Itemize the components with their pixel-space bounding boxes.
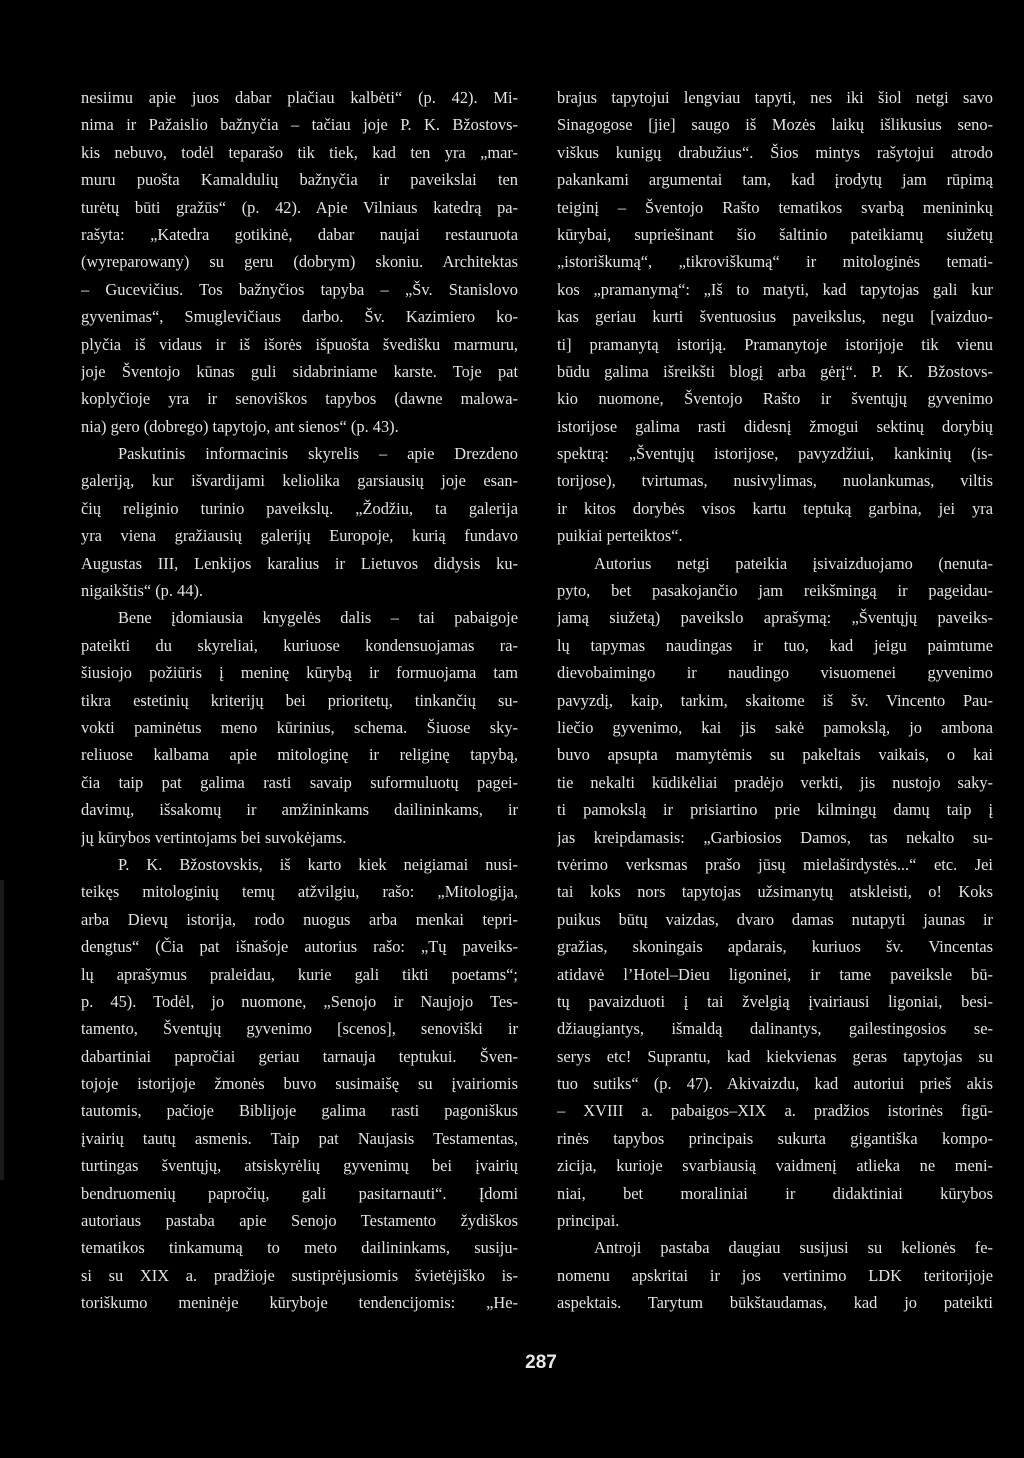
right-text-column (557, 84, 993, 1317)
text-line: tie nekalti kūdikėliai pradėjo verkti, jis nustojo saky- (557, 772, 993, 792)
text-line: yra viena gražiausių galerijų Europoje, kurią fundavo (81, 526, 518, 546)
text-line: Augustas III, Lenkijos karalius ir Lietuvos didysis ku- (81, 553, 518, 573)
text-line: nima ir Pažaislio bažnyčia – tačiau joje P. K. Bžostovs- (81, 115, 518, 135)
text-line: buvo apsupta mamytėmis su pakeltais vaikais, o kai (557, 745, 993, 765)
text-line: – XVIII a. pabaigos–XIX a. pradžios istorinės figū- (557, 1101, 993, 1121)
text-line: pakankami argumentai tam, kad įrodytų jam rūpimą (557, 170, 993, 190)
text-line: kas geriau kurti šventuosius paveikslus, negu [vaizduo- (557, 307, 993, 327)
text-line: tojoje istorijoje žmonės buvo susimaišę su įvairiomis (81, 1074, 518, 1094)
text-line: tų pavaizduoti į tai žvelgią įvairiausi ligoniai, besi- (557, 991, 993, 1011)
text-line: nia) gero (dobrego) tapytojo, ant sienos“ (p. 43). (81, 416, 399, 436)
text-line: torijose), tvirtumas, nusivylimas, nuolankumas, viltis (557, 471, 993, 491)
text-line: P. K. Bžostovskis, iš karto kiek neigiamai nusi- (118, 854, 518, 874)
text-line: lų aprašymus praleidau, kurie gali tikti poetams“; (81, 964, 518, 984)
text-line: ti pamokslą ir prisiartino prie kilmingų damų taip į (557, 800, 993, 820)
text-line: gyvenimas“, Smuglevičiaus darbo. Šv. Kazimiero ko- (81, 307, 518, 327)
text-line: aspektais. Tarytum būkštaudamas, kad jo pateikti (557, 1293, 993, 1313)
text-line: turėtų būti gražūs“ (p. 42). Apie Vilniaus katedrą pa- (81, 197, 518, 217)
text-line: puikiai perteiktos“. (557, 526, 683, 546)
text-line: davimų, išsakomų ir amžininkams dailininkams, ir (81, 800, 518, 820)
text-line: principai. (557, 1211, 620, 1231)
text-line: „istoriškumą“, „tikroviškumą“ ir mitologinės temati- (557, 252, 993, 272)
text-line: Antroji pastaba daugiau susijusi su kelionės fe- (594, 1238, 993, 1258)
text-line: joje Šventojo kūnas guli sidabriniame karste. Toje pat (81, 361, 518, 381)
text-line: teiginį – Šventojo Rašto tematikos svarbą menininkų (557, 197, 993, 217)
text-line: nigaikštis“ (p. 44). (81, 581, 204, 601)
text-line: tautomis, pačioje Biblijoje galima rasti pagoniškus (81, 1101, 518, 1121)
text-line: ti] pramanytą istoriją. Pramanytoje istorijoje tik vienu (557, 334, 993, 354)
text-line: nesiimu apie juos dabar plačiau kalbėti“ (p. 42). Mi- (81, 88, 518, 107)
text-line: niai, bet moraliniai ir didaktiniai kūrybos (557, 1183, 993, 1203)
text-line: čių religinio turinio paveikslų. „Žodžiu, ta galerija (81, 498, 518, 518)
text-line: plyčia iš vidaus ir iš išorės išpuošta švedišku marmuru, (81, 334, 518, 354)
text-line: puikus būtų vaizdas, dvaro damas nutapyti jaunas ir (557, 909, 993, 929)
text-line: atidavė l’Hotel–Dieu ligoninei, ir tame paveiksle bū- (557, 964, 993, 984)
text-line: jamą siužetą) paveikslo aprašymą: „Šventųjų paveiks- (557, 608, 993, 628)
text-line: kos „pramanymą“: „Iš to matyti, kad tapytojas gali kur (557, 279, 993, 299)
text-line: zicija, kurioje svarbiausią vaidmenį atlieka ne meni- (557, 1156, 993, 1176)
text-line: serys etc! Suprantu, kad kiekvienas geras tapytojas su (557, 1046, 993, 1066)
text-line: tuo sutiks“ (p. 47). Akivaizdu, kad autoriui prieš akis (557, 1074, 993, 1094)
text-line: viškus kunigų drabužius“. Šios mintys rašytojui atrodo (557, 142, 993, 162)
text-line: dabartiniai papročiai geriau tarnauja teptukui. Šven- (81, 1046, 518, 1066)
text-line: pyto, bet pasakojančio jam reikšmingą ir pageidau- (557, 581, 993, 601)
text-line: tai koks nors tapytojas užsimanytų atskleisti, o! Koks (557, 882, 993, 902)
text-line: muru puošta Kamaldulių bažnyčia ir paveikslai ten (81, 170, 518, 190)
text-line: jas kreipdamasis: „Garbiosios Damos, tas nekalto su- (557, 827, 993, 847)
text-line: lų tapymas naudingas ir tuo, kad jeigu paimtume (557, 635, 993, 655)
text-line: pavyzdį, kaip, tarkim, skaitome iš šv. Vincento Pau- (557, 690, 993, 710)
text-line: liečio gyvenimo, kai jis sakė pamokslą, jo ambona (557, 717, 993, 737)
text-line: galeriją, kur išvardijami keliolika garsiausių joje esan- (81, 471, 518, 491)
text-line: toriškumo meninėje kūryboje tendencijomis: „He- (81, 1293, 518, 1313)
text-line: bendruomenių papročių, gali pasitarnauti“. Įdomi (81, 1183, 518, 1203)
text-line: Paskutinis informacinis skyrelis – apie Drezdeno (118, 444, 518, 464)
text-line: istorijose galima rasti didesnį žmogui sektinų dorybių (557, 416, 993, 436)
text-line: įvairių tautų asmenis. Taip pat Naujasis Testamentas, (81, 1128, 518, 1148)
text-line: Autorius netgi pateikia įsivaizduojamo (nenuta- (594, 553, 993, 573)
text-line: teikęs mitologinių temų atžvilgiu, rašo: „Mitologija, (81, 882, 518, 902)
text-line: jų kūrybos vertintojams bei suvokėjams. (81, 827, 347, 847)
text-line: autoriaus pastaba apie Senojo Testamento žydiškos (81, 1211, 518, 1231)
text-line: (wyreparowany) su geru (dobrym) skoniu. Architektas (81, 252, 518, 272)
text-line: tematikos tinkamumą to meto dailininkams, susiju- (81, 1238, 518, 1258)
text-line: džiaugiantys, išmaldą dalinantys, gailestingosios se- (557, 1019, 993, 1039)
text-line: nomenu apskritai ir jos vertinimo LDK teritorijoje (557, 1265, 993, 1285)
text-line: būdu galima išreikšti blogį arba gėrį“. P. K. Bžostovs- (557, 361, 993, 381)
text-line: čia taip pat galima rasti savaip suformuluotų pagei- (81, 772, 518, 792)
text-line: Bene įdomiausia knygelės dalis – tai pabaigoje (118, 608, 518, 628)
text-line: dievobaimingo ir naudingo visuomenei gyvenimo (557, 663, 993, 683)
left-text-column (81, 84, 518, 1317)
text-line: rašyta: „Katedra gotikinė, dabar naujai restauruota (81, 224, 518, 244)
text-line: spektrą: „Šventųjų istorijose, pavyzdžiui, kankinių (is- (557, 444, 993, 464)
text-line: kis nebuvo, todėl teparašo tik tiek, kad ten yra „mar- (81, 142, 518, 162)
text-line: tikra estetinių kriterijų bei prioritetų, tinkančių su- (81, 690, 518, 710)
text-line: šiusiojo požiūris į meninę kūrybą ir formuojama tam (81, 663, 518, 683)
text-line: dengtus“ (Čia pat išnašoje autorius rašo: „Tų paveiks- (81, 937, 518, 957)
text-line: – Gucevičius. Tos bažnyčios tapyba – „Šv. Stanislovo (81, 279, 518, 299)
text-line: kio nuomone, Šventojo Rašto ir šventųjų gyvenimo (557, 389, 993, 409)
text-line: kūrybai, supriešinant šio šaltinio pateikiamų siužetų (557, 224, 993, 244)
text-line: turtingas šventųjų, atsiskyrėlių gyvenimų bei įvairių (81, 1156, 518, 1176)
text-line: ir kitos dorybės visos kartu teptuką garbina, jei yra (557, 498, 993, 518)
text-line: pateikti du skyreliai, kuriuose kondensuojamas ra- (81, 635, 518, 655)
text-line: gražias, skoningais apdarais, kuriuos šv. Vincentas (557, 937, 993, 957)
text-line: koplyčioje yra ir senoviškos tapybos (dawne malowa- (81, 389, 518, 409)
text-line: brajus tapytojui lengviau tapyti, nes iki šiol netgi savo (557, 88, 993, 107)
text-line: Sinagogose [jie] saugo iš Mozės laikų išlikusius seno- (557, 115, 993, 135)
text-line: p. 45). Todėl, jo nuomone, „Senojo ir Naujojo Tes- (81, 991, 518, 1011)
text-line: vokti paminėtus meno kūrinius, schema. Šiuose sky- (81, 717, 518, 737)
text-line: si su XIX a. pradžioje sustiprėjusiomis švietėjiško is- (81, 1265, 518, 1285)
text-line: reliuose kalbama apie mitologinę ir religinę tapybą, (81, 745, 518, 765)
text-line: rinės tapybos principais sukurta gigantiška kompo- (557, 1128, 993, 1148)
text-line: tvėrimo verksmas prašo jūsų mielaširdystės...“ etc. Jei (557, 854, 993, 874)
text-line: arba Dievų istorija, rodo nuogus arba menkai tepri- (81, 909, 518, 929)
scan-edge-mark (0, 880, 4, 1180)
text-line: tamento, Šventųjų gyvenimo [scenos], senoviški ir (81, 1019, 518, 1039)
page-number: 287 (525, 1352, 557, 1373)
